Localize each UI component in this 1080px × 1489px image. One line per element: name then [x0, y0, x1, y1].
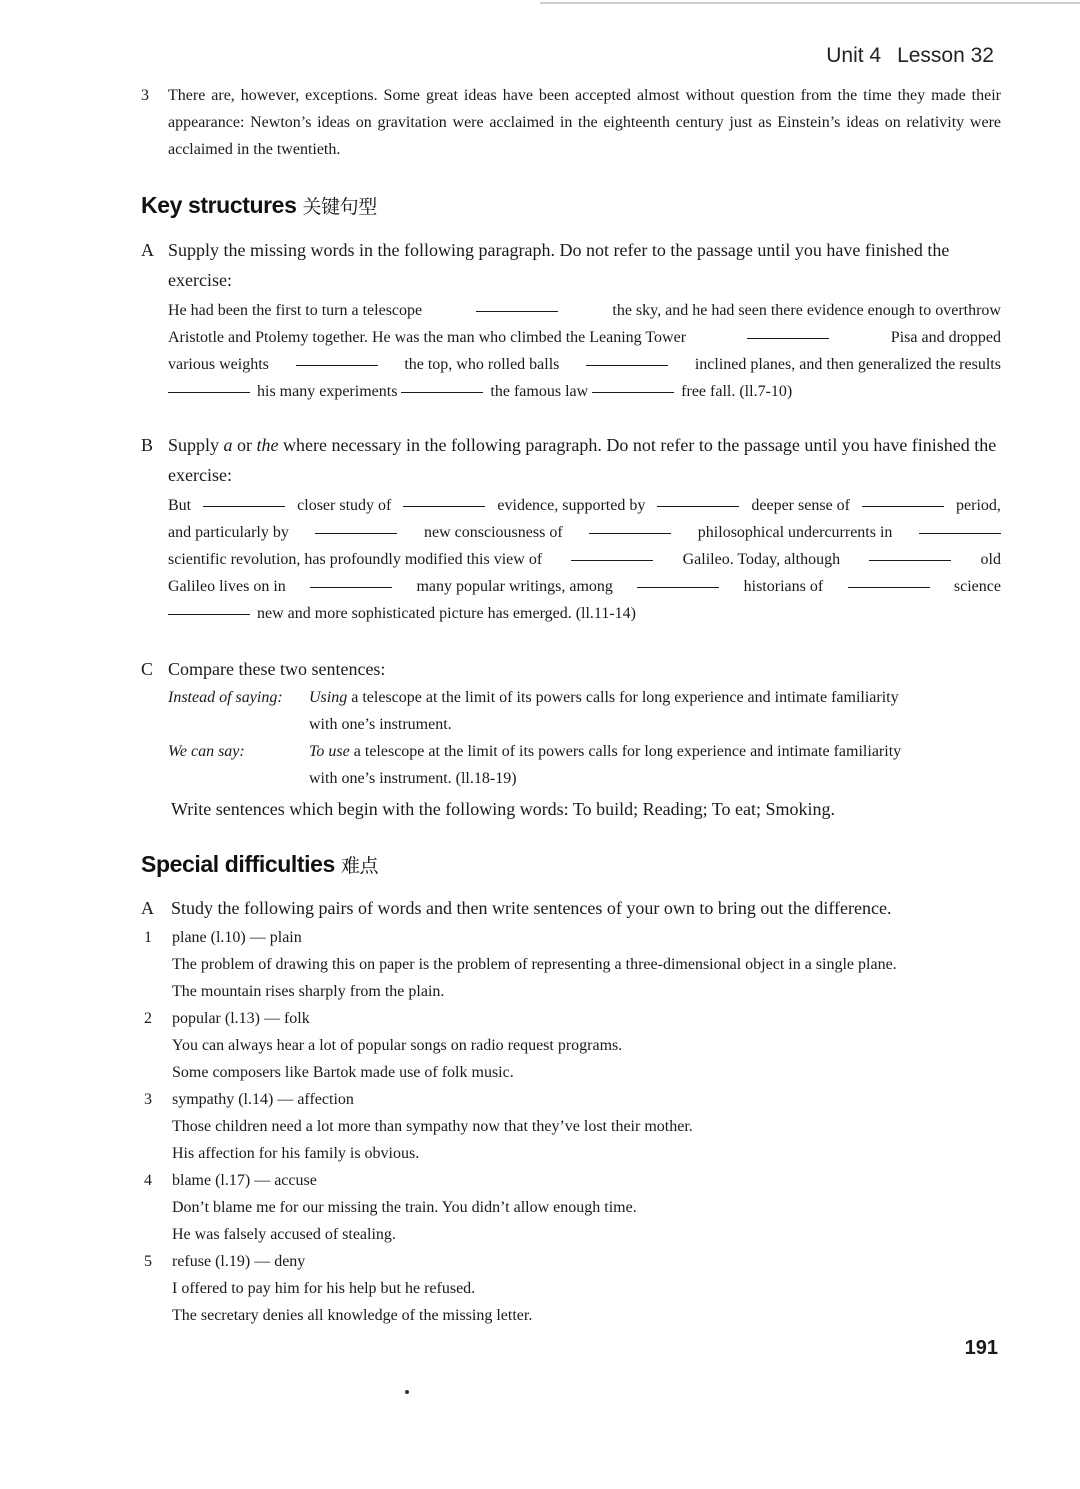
exercise-line — [168, 297, 1001, 324]
text-fragment: old — [980, 551, 1001, 568]
text-fragment: Aristotle and Ptolemy together. He was the man who climbed the Leaning Tower — [168, 329, 687, 346]
exercise-line — [168, 378, 1001, 405]
unit-label: Unit 4 — [826, 44, 882, 67]
answer-blank[interactable] — [571, 546, 653, 561]
example-sentence: The mountain rises sharply from the plain. — [172, 983, 445, 1000]
answer-blank[interactable] — [168, 378, 250, 393]
comparison-row — [168, 684, 1001, 738]
example-sentence: Don’t blame me for our missing the train. You didn’t allow enough time. — [172, 1199, 637, 1216]
exercise-line — [168, 546, 1001, 573]
heading-text: Key structures — [141, 192, 297, 218]
pair-number: 2 — [144, 1010, 152, 1027]
sentence-text: a telescope at the limit of its powers calls for long experience and intimate familiarity — [353, 743, 902, 760]
answer-blank[interactable] — [862, 492, 944, 507]
exercise-letter: C — [141, 659, 154, 679]
pair-heading: sympathy (l.14) — affection — [172, 1091, 354, 1108]
writing-task: Write sentences which begin with the following words: To build; Reading; To eat; Smoking. — [171, 799, 835, 819]
special-difficulties-heading — [141, 851, 378, 878]
top-rule — [540, 2, 1080, 4]
word-pair-item — [141, 1167, 1001, 1248]
paragraph-number: 3 — [141, 87, 149, 104]
answer-blank[interactable] — [637, 573, 719, 588]
pair-heading: popular (l.13) — folk — [172, 1010, 310, 1027]
text-fragment: evidence, supported by — [497, 497, 646, 514]
exercise-line — [168, 600, 1001, 627]
heading-text-cn: 关键句型 — [302, 196, 377, 218]
text-fragment: But — [168, 497, 192, 514]
exercise-paragraph — [168, 492, 1001, 627]
text-fragment: his many experiments — [257, 383, 398, 400]
text-fragment: closer study of — [297, 497, 392, 514]
instruction-text: where necessary in the following paragraph. Do not refer to the passage until you have finished the exercise: — [168, 435, 997, 485]
example-sentence: The problem of drawing this on paper is the problem of representing a three-dimensional object in a single plane. — [172, 956, 897, 973]
example-sentence: I offered to pay him for his help but he refused. — [172, 1280, 476, 1297]
pair-number: 4 — [144, 1172, 152, 1189]
text-fragment: many popular writings, among — [416, 578, 613, 595]
instead-label: Instead of saying: — [168, 689, 283, 706]
text-fragment: inclined planes, and then generalized the results — [694, 356, 1001, 373]
text-fragment: various weights — [168, 356, 269, 373]
text-fragment: period, — [956, 497, 1001, 514]
say-label: We can say: — [168, 743, 245, 760]
sentence-text: with one’s instrument. (ll.18-19) — [309, 770, 517, 787]
answer-blank[interactable] — [168, 600, 250, 615]
page-number: 191 — [964, 1337, 998, 1359]
sentence-text: with one’s instrument. — [309, 716, 452, 733]
sentence-emphasis: To use — [309, 743, 350, 760]
answer-blank[interactable] — [296, 351, 378, 366]
instruction-emphasis: the — [256, 435, 279, 455]
exercise-instruction: Study the following pairs of words and then write sentences of your own to bring out the difference. — [171, 898, 892, 918]
exercise-letter: B — [141, 435, 154, 455]
text-fragment: the famous law — [490, 383, 589, 400]
text-fragment: science — [953, 578, 1001, 595]
sentence-emphasis: Using — [309, 689, 348, 706]
exercise-paragraph — [168, 297, 1001, 405]
answer-blank[interactable] — [869, 546, 951, 561]
pair-heading: refuse (l.19) — deny — [172, 1253, 306, 1270]
heading-text-cn: 难点 — [340, 855, 379, 877]
example-sentence: Some composers like Bartok made use of folk music. — [172, 1064, 514, 1081]
say-sentence — [309, 738, 1001, 792]
answer-blank[interactable] — [403, 492, 485, 507]
text-fragment: scientific revolution, has profoundly modified this view of — [168, 551, 543, 568]
instruction-text: Supply — [168, 435, 220, 455]
exercise-instruction — [168, 430, 1001, 490]
heading-text: Special difficulties — [141, 851, 335, 877]
paragraph-3 — [141, 82, 1001, 163]
text-fragment: new consciousness of — [424, 524, 563, 541]
exercise-instruction: Compare these two sentences: — [168, 659, 386, 679]
example-sentence: He was falsely accused of stealing. — [172, 1226, 396, 1243]
answer-blank[interactable] — [310, 573, 392, 588]
exercise-letter: A — [141, 898, 154, 918]
comparison-row — [168, 738, 1001, 792]
lesson-label: Lesson 32 — [897, 44, 994, 67]
text-fragment: historians of — [743, 578, 824, 595]
word-pair-item — [141, 1248, 1001, 1329]
running-header — [826, 44, 994, 68]
answer-blank[interactable] — [848, 573, 930, 588]
special-difficulties-exercise-a — [141, 893, 1001, 923]
key-structures-heading — [141, 192, 377, 219]
instruction-emphasis: a — [223, 435, 233, 455]
exercise-line — [168, 492, 1001, 519]
exercise-line — [168, 324, 1001, 351]
sentence-text: a telescope at the limit of its powers calls for long experience and intimate familiarity — [351, 689, 899, 706]
paragraph-text: There are, however, exceptions. Some great ideas have been accepted almost without question from the time they made their appearance: Newton’s ideas on gravitation were acclaimed in the eighteenth century just as Einstein’s ideas on relativity were acclaimed in the twentieth. — [168, 87, 1001, 158]
exercise-line — [168, 351, 1001, 378]
text-fragment: Galileo. Today, although — [682, 551, 841, 568]
text-fragment: He had been the first to turn a telescope — [168, 302, 423, 319]
sentence-comparison — [168, 684, 1001, 792]
answer-blank[interactable] — [401, 378, 483, 393]
text-fragment: Galileo lives on in — [168, 578, 286, 595]
instruction-text: or — [237, 435, 253, 455]
answer-blank[interactable] — [657, 492, 739, 507]
word-pair-item — [141, 924, 1001, 1005]
text-fragment: new and more sophisticated picture has emerged. (ll.11-14) — [257, 605, 636, 622]
exercise-line — [168, 573, 1001, 600]
key-structures-exercise-c — [141, 654, 1001, 824]
answer-blank[interactable] — [315, 519, 397, 534]
text-fragment: and particularly by — [168, 524, 289, 541]
word-pairs-list — [141, 924, 1001, 1329]
pair-number: 5 — [144, 1253, 152, 1270]
answer-blank[interactable] — [476, 297, 558, 312]
pair-heading: plane (l.10) — plain — [172, 929, 302, 946]
text-fragment: free fall. (ll.7-10) — [681, 383, 793, 400]
example-sentence: His affection for his family is obvious. — [172, 1145, 420, 1162]
text-fragment: the top, who rolled balls — [404, 356, 560, 373]
text-fragment: philosophical undercurrents in — [697, 524, 893, 541]
answer-blank[interactable] — [747, 324, 829, 339]
text-fragment: deeper sense of — [751, 497, 850, 514]
pair-number: 3 — [144, 1091, 152, 1108]
pair-number: 1 — [144, 929, 152, 946]
key-structures-exercise-b — [141, 430, 1001, 627]
answer-blank[interactable] — [592, 378, 674, 393]
exercise-line — [168, 519, 1001, 546]
key-structures-exercise-a — [141, 235, 1001, 405]
answer-blank[interactable] — [919, 519, 1001, 534]
example-sentence: You can always hear a lot of popular songs on radio request programs. — [172, 1037, 623, 1054]
scan-speck — [405, 1390, 409, 1394]
answer-blank[interactable] — [586, 351, 668, 366]
answer-blank[interactable] — [589, 519, 671, 534]
text-fragment: Pisa and dropped — [890, 329, 1001, 346]
example-sentence: Those children need a lot more than sympathy now that they’ve lost their mother. — [172, 1118, 693, 1135]
pair-heading: blame (l.17) — accuse — [172, 1172, 317, 1189]
answer-blank[interactable] — [203, 492, 285, 507]
word-pair-item — [141, 1086, 1001, 1167]
word-pair-item — [141, 1005, 1001, 1086]
instead-sentence — [309, 684, 1001, 738]
exercise-letter: A — [141, 240, 154, 260]
example-sentence: The secretary denies all knowledge of the missing letter. — [172, 1307, 533, 1324]
exercise-instruction: Supply the missing words in the following paragraph. Do not refer to the passage until you have finished the exercise: — [168, 240, 950, 290]
text-fragment: the sky, and he had seen there evidence enough to overthrow — [612, 302, 1001, 319]
